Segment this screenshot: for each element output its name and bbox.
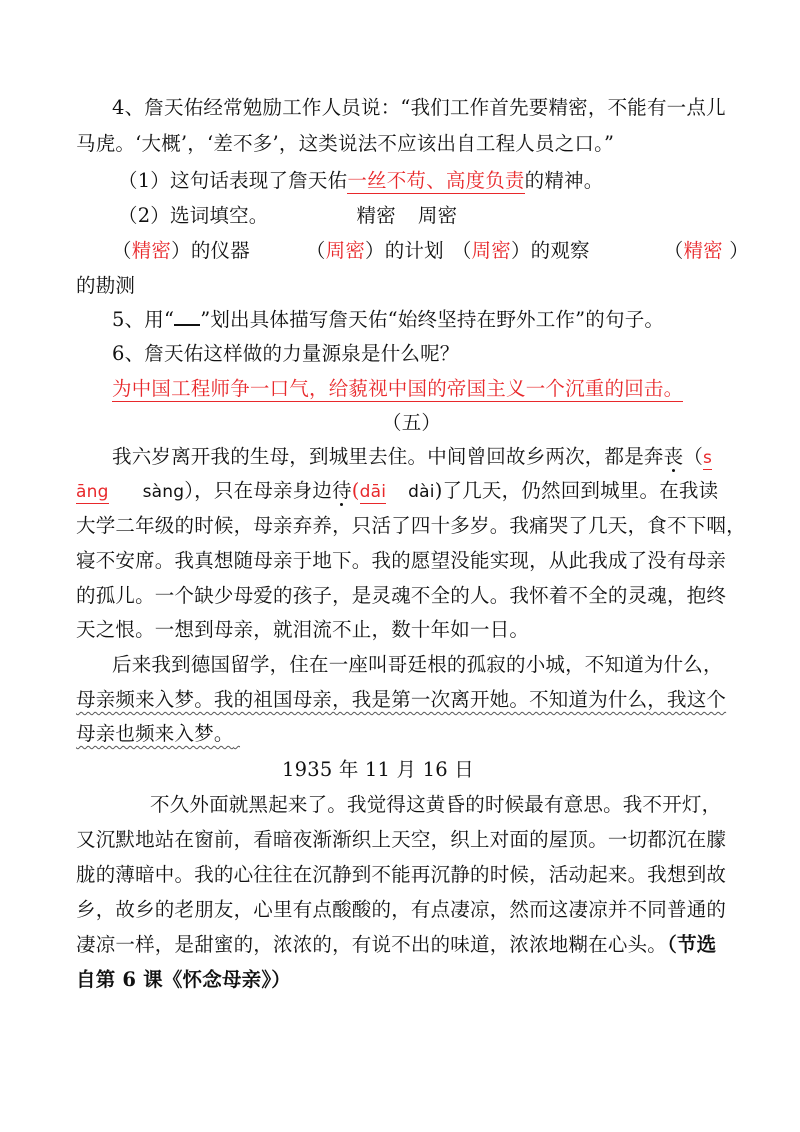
q4-word-option-1: 精密 <box>356 204 396 227</box>
pinyin-answer-ang: āng <box>76 482 109 502</box>
pinyin-option-dai: dài <box>408 482 435 502</box>
passage-line-4: 寝不安席。我真想随母亲于地下。我的愿望没能实现，从此我成了没有母亲 <box>76 549 727 572</box>
diary-line-3: 胧的薄暗中。我的心往往在沉静到不能再沉静的时候，活动起来。我想到故 <box>76 863 727 886</box>
dotted-char-dai: 待 <box>332 479 352 502</box>
q4-part-2 <box>118 202 778 230</box>
fill-item-1: （精密）的仪器 <box>112 239 250 262</box>
passage-line-6: 天之恨。一想到母亲，就泪流不止，数十年如一日。 <box>76 618 530 641</box>
q4-part-1-answer: 一丝不苟、高度负责 <box>347 169 525 192</box>
q6-question: 6、詹天佑这样做的力量源泉是什么呢？ <box>112 342 460 365</box>
q5-suffix: ”划出具体描写詹天佑“始终坚持在野外工作”的句子。 <box>200 308 665 331</box>
underline-sample <box>174 308 200 326</box>
passage-l1-text: 我六岁离开我的生母，到城里去住。中间曾回故乡两次，都是奔 <box>112 445 664 468</box>
diary-line-4: 乡，故乡的老朋友，心里有点酸酸的，有点凄凉，然而这凄凉并不同普通的 <box>76 898 727 921</box>
section-title: （五） <box>382 411 442 434</box>
pinyin-answer-s: s <box>703 448 713 468</box>
q4-part-1-prefix: （1）这句话表现了詹天佑 <box>118 169 348 192</box>
q4-fill-row <box>112 237 772 265</box>
q5-prefix: 5、用“ <box>112 308 175 331</box>
diary-l5-text: 凄凉一样，是甜蜜的，浓浓的，有说不出的味道，浓浓地糊在心头。 <box>76 933 668 956</box>
passage-l2-text-b: )了几天，仍然回到城里。在我读 <box>434 479 719 502</box>
fill-answer-1: 精密 <box>131 239 172 262</box>
fill-after-2: 的计划 <box>384 239 444 262</box>
passage-line-9 <box>76 720 736 748</box>
passage-l2-paren: ( <box>351 479 360 502</box>
passage-line-1 <box>112 443 772 472</box>
passage-line-5: 的孤儿。一个缺少母爱的孩子，是灵魂不全的人。我怀着不全的灵魂，抱终 <box>76 584 727 607</box>
diary-date: 1935 年 11 月 16 日 <box>282 758 474 781</box>
pinyin-answer-dai: dāi <box>359 482 387 502</box>
q4-part-1 <box>118 167 778 195</box>
diary-line-2: 又沉默地站在窗前，看暗夜渐渐织上天空，织上对面的屋顶。一切都沉在朦 <box>76 828 727 851</box>
passage-line-7: 后来我到德国留学，住在一座叫哥廷根的孤寂的小城，不知道为什么， <box>112 653 723 676</box>
passage-line-2 <box>76 477 736 506</box>
fill-answer-4: 精密 <box>683 239 723 262</box>
passage-line-8 <box>76 686 736 714</box>
passage-line-3: 大学二年级的时候，母亲弃养，只活了四十多岁。我痛哭了几天，食不下咽， <box>76 514 746 537</box>
fill-item-3: （周密）的观察 <box>451 239 590 262</box>
q4-fill-tail: 的勘测 <box>76 274 136 297</box>
passage-l9-wavy: 母亲也频来入梦。 <box>76 722 234 745</box>
fill-answer-3: 周密 <box>471 239 511 262</box>
fill-item-2: （周密）的计划 <box>305 239 444 262</box>
q5-line <box>112 306 772 334</box>
q4-word-option-2: 周密 <box>417 204 458 227</box>
fill-after-1: 的仪器 <box>190 239 250 262</box>
diary-line-1: 不久外面就黑起来了。我觉得这黄昏的时候最有意思。我不开灯， <box>150 793 722 816</box>
dotted-char-sang: 丧 <box>663 445 684 468</box>
passage-l2-text-a: ），只在母亲身边 <box>184 479 333 502</box>
q6-answer-line <box>112 375 772 403</box>
passage-l1-paren: （ <box>683 445 704 468</box>
q4-part-2-label: （2）选词填空。 <box>118 204 269 227</box>
q4-line-2: 马虎。‘大概’，‘差不多’，这类说法不应该出自工程人员之口。” <box>76 132 615 155</box>
diary-source-start: （节选 <box>667 933 717 956</box>
fill-answer-2: 周密 <box>325 239 366 262</box>
fill-item-4: （精密 ） <box>663 239 749 262</box>
pinyin-option-sang: sàng <box>142 482 185 502</box>
diary-line-5 <box>76 931 736 959</box>
diary-source-end: 自第 6 课《怀念母亲》） <box>76 968 291 991</box>
q4-part-1-suffix: 的精神。 <box>524 169 604 192</box>
q6-answer: 为中国工程师争一口气，给藐视中国的帝国主义一个沉重的回击。 <box>112 377 684 400</box>
passage-l8-wavy: 母亲频来入梦。我的祖国母亲，我是第一次离开她。不知道为什么，我这个 <box>76 688 727 711</box>
fill-after-3: 的观察 <box>530 239 590 262</box>
q4-line-1: 4、詹天佑经常勉励工作人员说：“我们工作首先要精密，不能有一点儿 <box>112 96 726 119</box>
